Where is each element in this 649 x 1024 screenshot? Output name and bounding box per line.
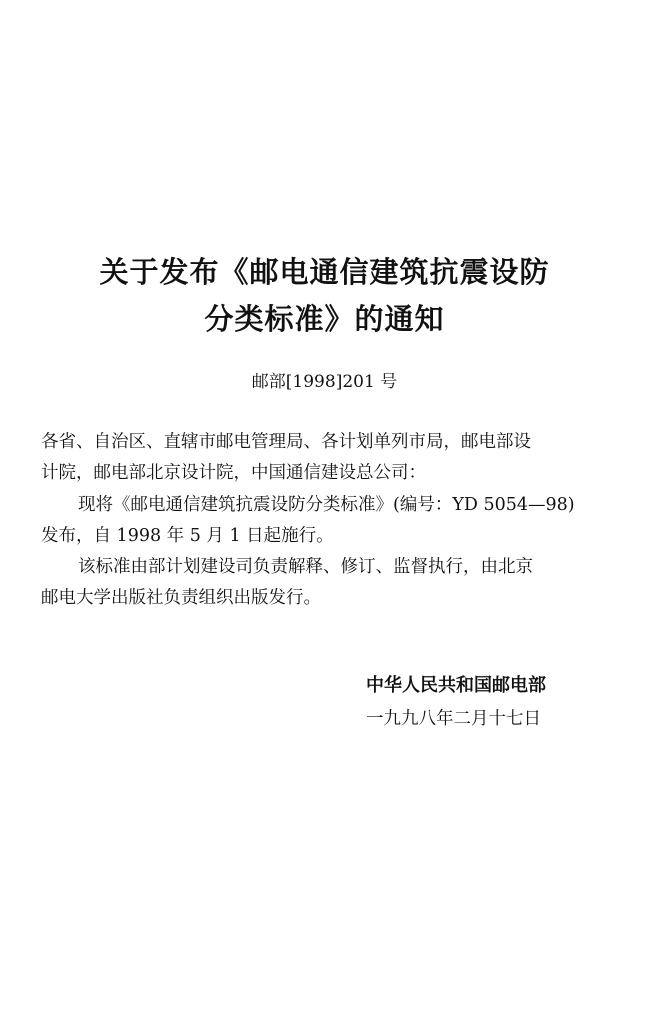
body-line-6: 邮电大学出版社负责组织出版发行。 [41,588,321,608]
body-line-2: 计院，邮电部北京设计院，中国通信建设总公司： [41,463,426,483]
body-line-4: 发布，自 1998 年 5 月 1 日起施行。 [41,526,334,546]
notice-title-line2: 分类标准》的通知 [204,302,445,336]
issuer-name: 中华人民共和国邮电部 [366,675,546,696]
body-line-3: 现将《邮电通信建筑抗震设防分类标准》(编号：YD 5054—98) [78,495,575,515]
body-line-5: 该标准由部计划建设司负责解释、修订、监督执行，由北京 [78,557,533,577]
issue-date: 一九九八年二月十七日 [366,709,541,729]
notice-title-line1: 关于发布《邮电通信建筑抗震设防 [99,255,550,289]
body-line-1: 各省、自治区、直辖市邮电管理局、各计划单列市局，邮电部设 [41,432,531,452]
document-number: 邮部[1998]201 号 [251,372,398,392]
